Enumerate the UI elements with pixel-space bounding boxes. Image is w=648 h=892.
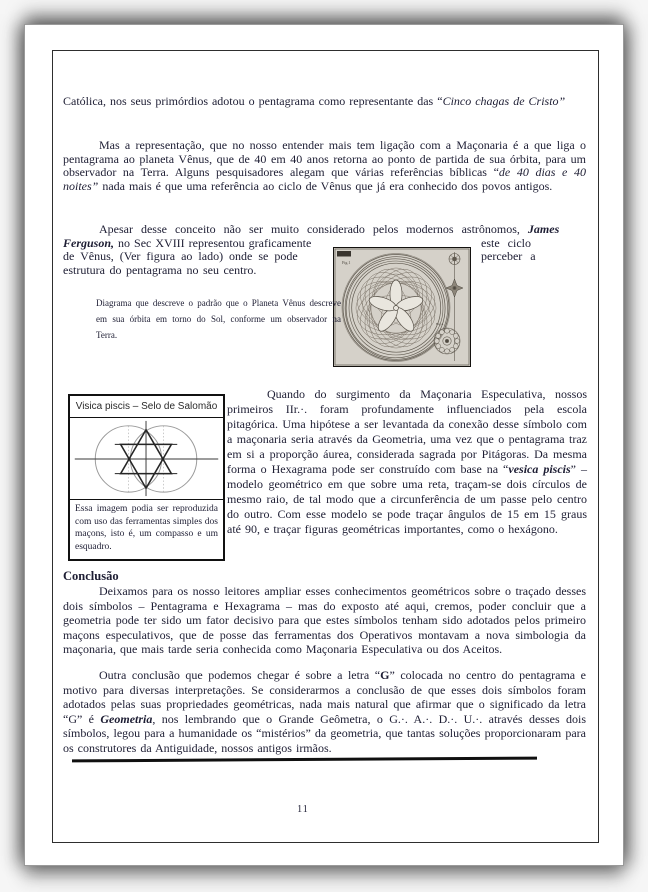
paragraph-maconaria-especulativa [227,387,587,537]
letter-g: G [380,668,390,682]
term-vesica-piscis: vesica piscis [508,462,571,476]
paragraph-venus-ciclo [63,139,586,193]
quote-40-dias: de 40 dias e 40 noites” [63,165,586,193]
author-james: James [527,222,560,236]
paragraph-ferguson-line4: estrutura do pentagrama no seu centro. [63,262,257,277]
paragraph-text: ” colocada no centro do pentagrama e motivo para diversas interpretações. Se considerarmos a conclusão de que esses dois símbolos foram adotados pelas suas propriedades geométricas, nada mais natural que afirmar que o significado da letra “G” é [63,668,586,726]
paragraph-text: nada mais é que uma referência ao ciclo de Vênus que já era conhecido dos povos antigos. [98,178,553,193]
document-page [24,24,624,866]
venus-orbit-engraving-icon [334,248,470,366]
paragraph-text: , nos lembrando que o Grande Geômetra, o G.·. A.·. D.·. U.·. através desses dois símbolos, legou para a humanidade os “mistérios” da geometria, que tantas soluções proporcionaram para os construtores da Antiguidade, nossos antigos irmãos. [63,711,586,755]
vesica-box-caption: Essa imagem podia ser reproduzida com uso das ferramentas simples dos maçons, isto é, um compasso e um esquadro. [70,499,223,553]
wrap-fragment-perceber-a: perceber a [481,249,536,263]
quote-cinco-chagas: Cinco chagas de Cristo” [442,94,566,108]
fig-label-1: Fig.1 [342,260,351,265]
paragraph-ferguson-line1 [63,223,586,237]
vesica-piscis-box [68,394,225,561]
page-number: 11 [297,804,309,815]
paragraph-conclusao-2 [63,668,586,755]
wrap-fragment-este-ciclo: este ciclo [481,235,531,250]
paragraph-text: Outra conclusão que podemos chegar é sobre a letra “ [99,668,381,682]
fig-label-2: Fig.4 [436,322,444,326]
paragraph-conclusao-1: Deixamos para os nosso leitores ampliar esses conhecimentos geométricos sobre o traçado desses dois símbolos – Pentagrama e Hexagrama – mas do exposto até aqui, cremos, poder concluir que a geometria pode ter sido um fator decisivo para que estes símbolos tenham sido adotados pelos primeiro maçons especulativos, que de posse das ferramentas dos Operativos montavam a nova simbologia da maçonaria, que mais tarde seria conhecida como Maçonaria Especulativa ou dos Aceitos. [63,584,586,656]
paragraph-text: Quando do surgimento da Maçonaria Especulativa, nossos primeiros IIr.·. foram profundamente influenciados pela escola pitagórica. Uma hipótese a ser levantada da conexão desse símbolo com a maçonaria seria através da Geometria, uma vez que o pentagrama traz em si a proporção áurea, considerada sagrada por Pitágoras. Da mesma forma o Hexagrama pode ser construído com base na “ [227,387,587,476]
paragraph-cinco-chagas [63,95,586,109]
venus-figure-caption: Diagrama que descreve o padrão que o Planeta Vênus descreve em sua órbita em torno do Sol, conforme um observador na Terra. [96,298,341,340]
paragraph-ferguson-line2 [63,237,333,251]
paragraph-text: Católica, nos seus primórdios adotou o pentagrama como representante das “ [63,94,443,108]
paragraph-text: ” – modelo geométrico em que sobre uma reta, traçam-se dois círculos de mesmo raio, de tal modo que a circunferência de um passe pelo centro do outro. Com esse modelo se pode traçar ângulos de 15 em 15 graus até 90, e traçar figuras geométricas importantes, como o hexágono. [227,462,587,536]
paragraph-text: no Sec XVIII representou graficamente [114,235,312,250]
venus-orbit-figure [333,247,471,367]
paragraph-ferguson-line3: de Vênus, (Ver figura ao lado) onde se pode [63,249,298,263]
section-heading-conclusao: Conclusão [63,569,119,583]
paragraph-text: Apesar desse conceito não ser muito considerado pelos modernos astrônomos, [99,222,528,236]
vesica-piscis-diagram-icon [70,418,223,499]
author-ferguson: Ferguson, [63,235,115,250]
vesica-box-title: Visica piscis – Selo de Salomão [70,396,223,418]
paragraph-text: Mas a representação, que no nosso entender mais tem ligação com a Maçonaria é a que liga o pentagrama ao planeta Vênus, que de 40 em 40 anos retorna ao ponto de partida de sua órbita, para um observador na Terra. Alguns pesquisadores alegam que várias referências bíblicas “ [63,138,586,179]
term-geometria: Geometria [100,711,153,726]
